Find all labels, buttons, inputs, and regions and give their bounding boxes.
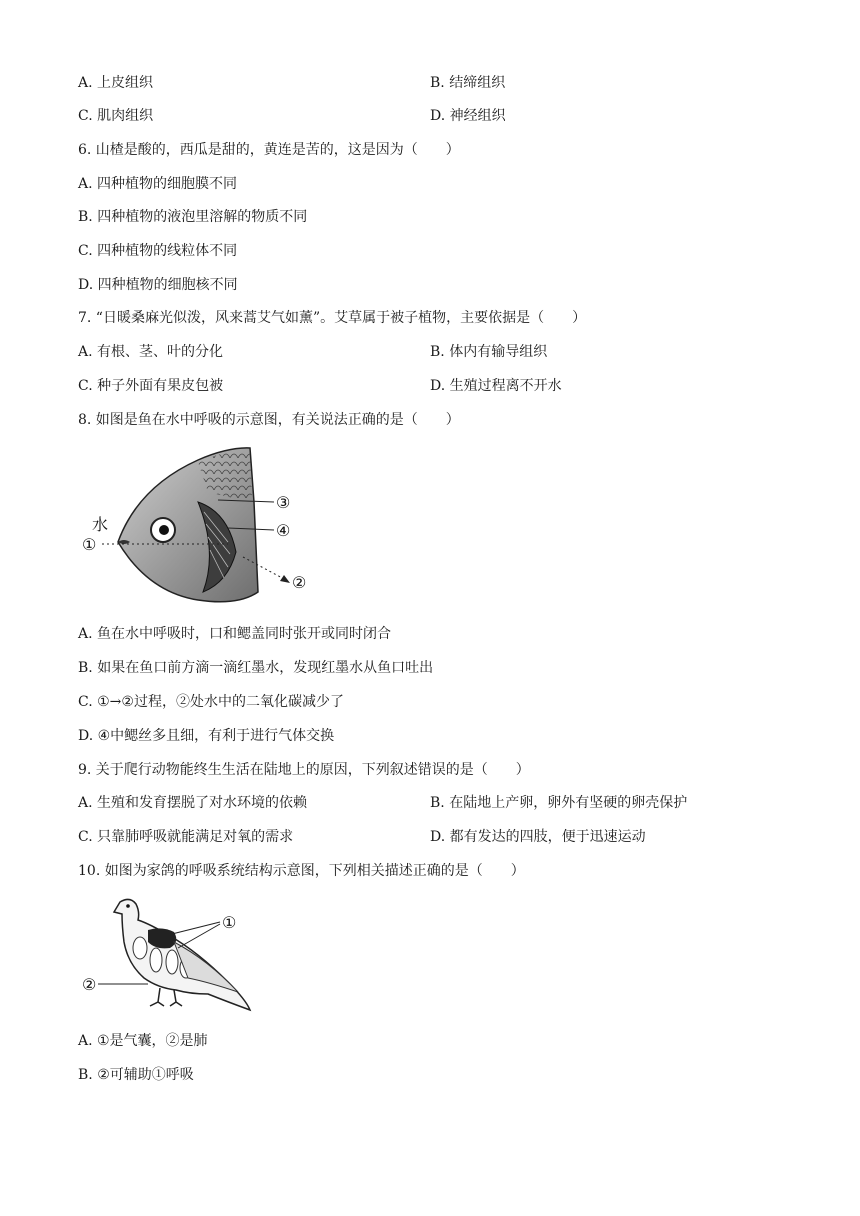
pigeon-label-2: ②	[82, 975, 97, 994]
q9-stem: 9. 关于爬行动物能终生生活在陆地上的原因，下列叙述错误的是（ ）	[78, 762, 530, 778]
fish-label-2: ②	[292, 573, 307, 592]
q7-option-a: A. 有根、茎、叶的分化	[78, 344, 224, 360]
fish-respiration-figure	[78, 442, 318, 610]
q6-option-b: B. 四种植物的液泡里溶解的物质不同	[78, 209, 308, 225]
q7-option-b: B. 体内有输导组织	[430, 344, 548, 360]
q8-option-d: D. ④中鳃丝多且细，有利于进行气体交换	[78, 728, 335, 744]
q5-option-d: D. 神经组织	[430, 108, 506, 124]
q8-option-c: C. ①→②过程，②处水中的二氧化碳减少了	[78, 694, 344, 710]
q6-option-a: A. 四种植物的细胞膜不同	[78, 176, 238, 192]
q9-option-d: D. 都有发达的四肢，便于迅速运动	[430, 829, 646, 845]
q7-option-c: C. 种子外面有果皮包被	[78, 378, 224, 394]
fish-label-3: ③	[276, 493, 291, 512]
water-label: 水	[92, 515, 109, 534]
fish-label-4: ④	[276, 521, 291, 540]
q10-option-a: A. ①是气囊，②是肺	[78, 1033, 208, 1049]
pigeon-air-sac	[133, 937, 147, 959]
q8-option-b: B. 如果在鱼口前方滴一滴红墨水，发现红墨水从鱼口吐出	[78, 660, 434, 676]
q5-option-a: A. 上皮组织	[78, 75, 154, 91]
q9-option-a: A. 生殖和发育摆脱了对水环境的依赖	[78, 795, 308, 811]
pigeon-respiration-figure	[78, 890, 258, 1016]
q7-option-d: D. 生殖过程离不开水	[430, 378, 562, 394]
q9-option-c: C. 只靠肺呼吸就能满足对氧的需求	[78, 829, 294, 845]
q8-option-a: A. 鱼在水中呼吸时，口和鳃盖同时张开或同时闭合	[78, 626, 392, 642]
q5-option-c: C. 肌肉组织	[78, 108, 154, 124]
q10-option-b: B. ②可辅助①呼吸	[78, 1067, 194, 1083]
q7-stem: 7. “日暖桑麻光似泼，风来蒿艾气如薰”。艾草属于被子植物，主要依据是（ ）	[78, 310, 587, 326]
q10-stem: 10. 如图为家鸽的呼吸系统结构示意图，下列相关描述正确的是（ ）	[78, 863, 525, 879]
q9-option-b: B. 在陆地上产卵，卵外有坚硬的卵壳保护	[430, 795, 688, 811]
pigeon-label-1: ①	[222, 913, 237, 932]
fish-label-1: ①	[82, 535, 97, 554]
q6-option-c: C. 四种植物的线粒体不同	[78, 243, 238, 259]
q5-option-b: B. 结缔组织	[430, 75, 506, 91]
q6-stem: 6. 山楂是酸的，西瓜是甜的，黄连是苦的，这是因为（ ）	[78, 142, 460, 158]
q6-option-d: D. 四种植物的细胞核不同	[78, 277, 238, 293]
q8-stem: 8. 如图是鱼在水中呼吸的示意图，有关说法正确的是（ ）	[78, 412, 460, 428]
